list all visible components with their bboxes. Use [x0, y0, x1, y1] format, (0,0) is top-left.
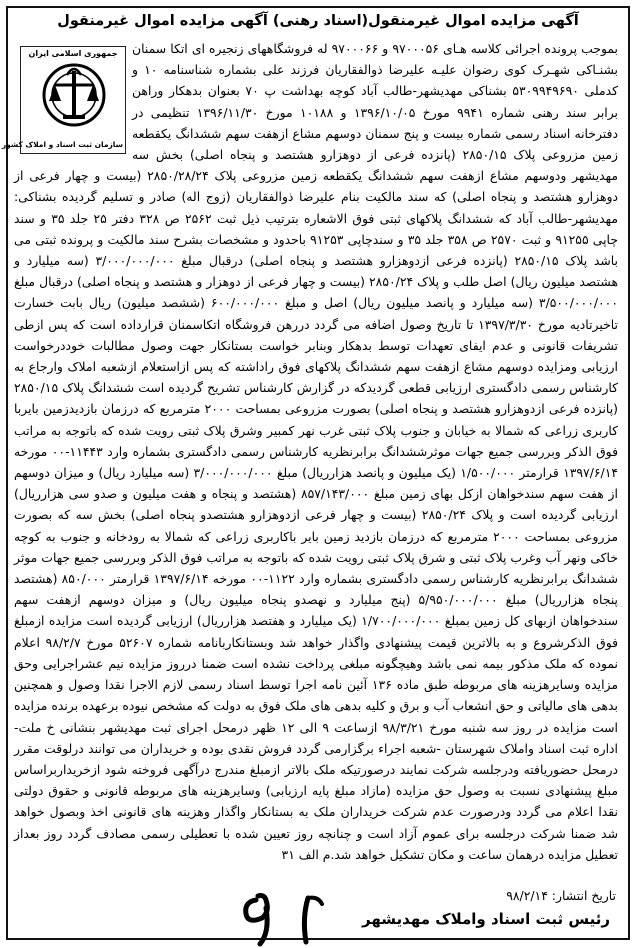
handwritten-number: [236, 888, 356, 948]
logo-caption: سازمان ثبت اسناد و املاک کشور: [1, 140, 123, 149]
notice-body: بموجب پرونده اجرائی کلاسه هـای ۹۷۰۰۰۵۶ و ۹۷۰۰۰۶۶ له فروشگاههای زنجیره ای اتکا سمنان بشنـاکی شهـرک کوی رضوان علیـه علیرضا ذوالفقاریان فرزند علی بشماره شناسنامه ۱۰ و کدملی ۵۳۰۹۹۴۹۶۹۰ بشناکی مهدیشهر-طالب آباد کوچه بهداشت پ ۷۰ بعنوان بدهکار وراهن برابر سند رهنی شماره ۹۹۴۱ مورخ ۱۳۹۶/۱۰/۰۵ و ۱۰۱۸۸ مورخ ۱۳۹۶/۱۱/۳۰ تنظیمی در دفترخانه اسناد رسمی شماره بیست و پنج سمنان دوسهم مشاع ازهفت سهم ششدانگ یکقطعه زمین مزروعی پلاک ۲۸۵۰/۱۵ (پانزده فرعی از دوهزارو هشتصد و پنجاه اصلی) بخش سه مهدیشهر ودوسهم مشاع ازهفت سهم ششدانگ یکقطعه زمین مزروعی پلاک ۲۸۵۰/۲۸/۲۴ (بیست و چهار فرعی از دوهزارو هشتصد و پنجاه اصلی) که سند مالکیت بنام علیرضا ذوالفقاریان (زوج اله) صادر و تسلیم گردیده بشناکی: مهدیشهر-طالب آباد که ششدانگ پلاکهای ثبتی فوق الاشعاره بترتیب ذیل ثبت ۲۵۶۲ ص ۳۲۸ دفتر ۲۵ جلد ۳۵ و سند چاپی ۹۱۲۵۵ و ثبت ۲۵۷۰ ص ۳۵۸ جلد ۳۵ و سندچاپی ۹۱۲۵۳ باحدود و مشخصات بشرح سند مالکیت و پرونده ثبتی می باشد پلاک ۲۸۵۰/۱۵ (پانزده فرعی ازدوهزارو هشتصد و پنجاه اصلی) درقبال مبلغ ۳/۰۰۰/۰۰۰/۰۰۰ (سه میلیارد و هشتصد میلیون ریال) اصل طلب و پلاک ۲۸۵۰/۲۴ (بیست و چهار فرعی از دوهزار و هشتصد و پنجاه اصلی) درقبال مبلغ ۳/۵۰۰/۰۰۰/۰۰۰ (سه میلیارد و پانصد میلیون ریال) اصل و مبلغ ۶۰۰/۰۰۰/۰۰۰ (ششصد میلیون) ریال بابت خسارت تاخیرتادیه مورخ ۱۳۹۷/۳/۳۰ تا تاریخ وصول اضافه می گردد دررهن فروشگاه اتکاسمنان قرارداده است که پس ازطی تشریفات قانونی و عدم ایفای تعهدات توسط بدهکار وبنابر خواست بستانکار جهت وصول مطالبات خوددرخواست ارزیابی ومزایده دوسهم مشاع ازهفت سهم ششدانگ پلاکهای فوق راداشته که پس ازاستعلام ازشعبه املاک وارجاع به کارشناس رسمی دادگستری ارزیابی قطعی گردیدکه در گزارش کارشناس تشریح گردیده است ششدانگ پلاک ۲۸۵۰/۱۵ (پانزده فرعی ازدوهزارو هشتصد و پنجاه اصلی) بصورت مزروعی بمساحت ۲۰۰۰ مترمربع که درزمان بازدیدزمین بایربا کاربری زراعی که شمالا به خیابان و جنوب پلاک ثبتی غرب نهر کمبیر وشرق پلاک ثبتی رویت شده که باتوجه به مراتب فوق الذکر وبررسی جمیع جهات موثرششدانگ برابرنظریه کارشناس رسمی دادگستری بشماره وارد ۱۱۴۴۳-۰۰ مورخه ۱۳۹۷/۶/۱۴ قرارمتر ۱/۵۰۰/۰۰۰ (یک میلیون و پانصد هزارریال) مبلغ ۳/۰۰۰/۰۰۰/۰۰۰ (سه میلیارد ریال) و میزان دوسهم از هفت سهم سندخواهان ازکل بهای زمین مبلغ ۸۵۷/۱۴۳/۰۰۰ (هشتصد و پنجاه و هفت میلیون و صدو سی هزارریال) ارزیابی گردیده است و پلاک ۲۸۵۰/۲۴ (بیست و چهار فرعی ازدوهزارو هشتصدو پنجاه اصلی) بخش سه که بصورت مزروعی بمساحت ۲۰۰۰ مترمربع که درزمان بازدید زمین بایر باکاربری زراعی که شمالا به رودخانه و جنوب به کوچه خاکی ونهر آب وغرب پلاک ثبتی و شرق پلاک ثبتی رویت شده که باتوجه به مراتب فوق الذکر وبررسی جمیع جهات موثر ششدانگ برابرنظریه کارشناس رسمی دادگستری بشماره وارد ۱۱۲۲-۰۰ مورخه ۱۳۹۷/۶/۱۴ قرارمتر ۸۵۰/۰۰۰ (هشتصد پنجاه هزارریال) مبلغ ۵/۹۵۰/۰۰۰/۰۰۰ (پنج میلیارد و نهصدو پنجاه میلیون ریال) و میزان دوسهم ازهفت سهم سندخواهان ازبهای کل زمین بمبلغ ۱/۷۰۰/۰۰۰/۰۰۰ (یک میلیارد و هفتصد هزارریال) ارزیابی گردیده است مزایده ازمبلغ فوق الذکرشروع و به بالاترین قیمت پیشنهادی واگذار خواهد شد وبستانکاربانامه شماره ۵۲۶۰۷ مورخ ۹۸/۲/۷ اعلام نموده که ملک مذکور بیمه نمی باشد وهیچگونه مبلغی پرداخت نشده است ضمنا درروز مزایده نیم عشراجرایی وحق مزایده وسایرهزینه های مربوطه طبق ماده ۱۳۶ آئین نامه اجرا توسط اسناد رسمی لازم الاجرا نقدا وصول و همچنین بدهی های مالیاتی و حق انشعاب آب و برق و کلیه بدهی های ملک فوق به دولت که مشخص نیوده برعهده برنده مزایده است مزایده در روز سه شنبه مورخ ۹۸/۳/۲۱ ازساعت ۹ الی ۱۲ ظهر درمحل اجرای ثبت مهدیشهر بنشانی خ ملت-اداره ثبت اسناد واملاک شهرستان -شعبه اجراء برگزارمی گردد فروش نقدی بوده و خریداران می توانند درلوقت مقرر درمحل حضوریافته ودرجلسه شرکت نمایند درصورتیکه ملک بالاتر ازمبلغ مندرج درآگهی فروخته شود ازخریداربراساس مبلغ پیشنهادی نسبت به وصول حق مزایده (مازاد مبلغ پایه ارزیابی) وسایرهزینه های مربوطه قانونی و حقوق دولتی نقدا اعلام می گردد ودرصورت عدم شرکت خریداران ملک به بستانکار واگذار وهزینه های قانونی اخذ وبصول خواهد شد ضمنا شرکت درجلسه برای عموم آزاد است و چنانچه روز تعیین شده با تعطیلی رسمی مصادف گردد روز بعداز تعطیل مزایده درهمان ساعت و مکان تشکیل خواهد شد.م الف ۳۱: [14, 41, 619, 862]
logo-top-text: جمهوری اسلامی ایران: [28, 49, 118, 58]
notice-frame: [1, 6, 630, 940]
notice-body-block: [1, 38, 619, 865]
publish-date: تاریخ انتشار: ۹۸/۲/۱۴: [506, 888, 616, 903]
notice-heading: آگهی مزایده اموال غیرمنقول(اسناد رهنی) آگهی مزایده اموال غیرمنقول: [57, 13, 579, 29]
logo-spacer: [1, 38, 132, 154]
signature-title: رئیس ثبت اسناد واملاک مهدیشهر: [362, 910, 610, 928]
